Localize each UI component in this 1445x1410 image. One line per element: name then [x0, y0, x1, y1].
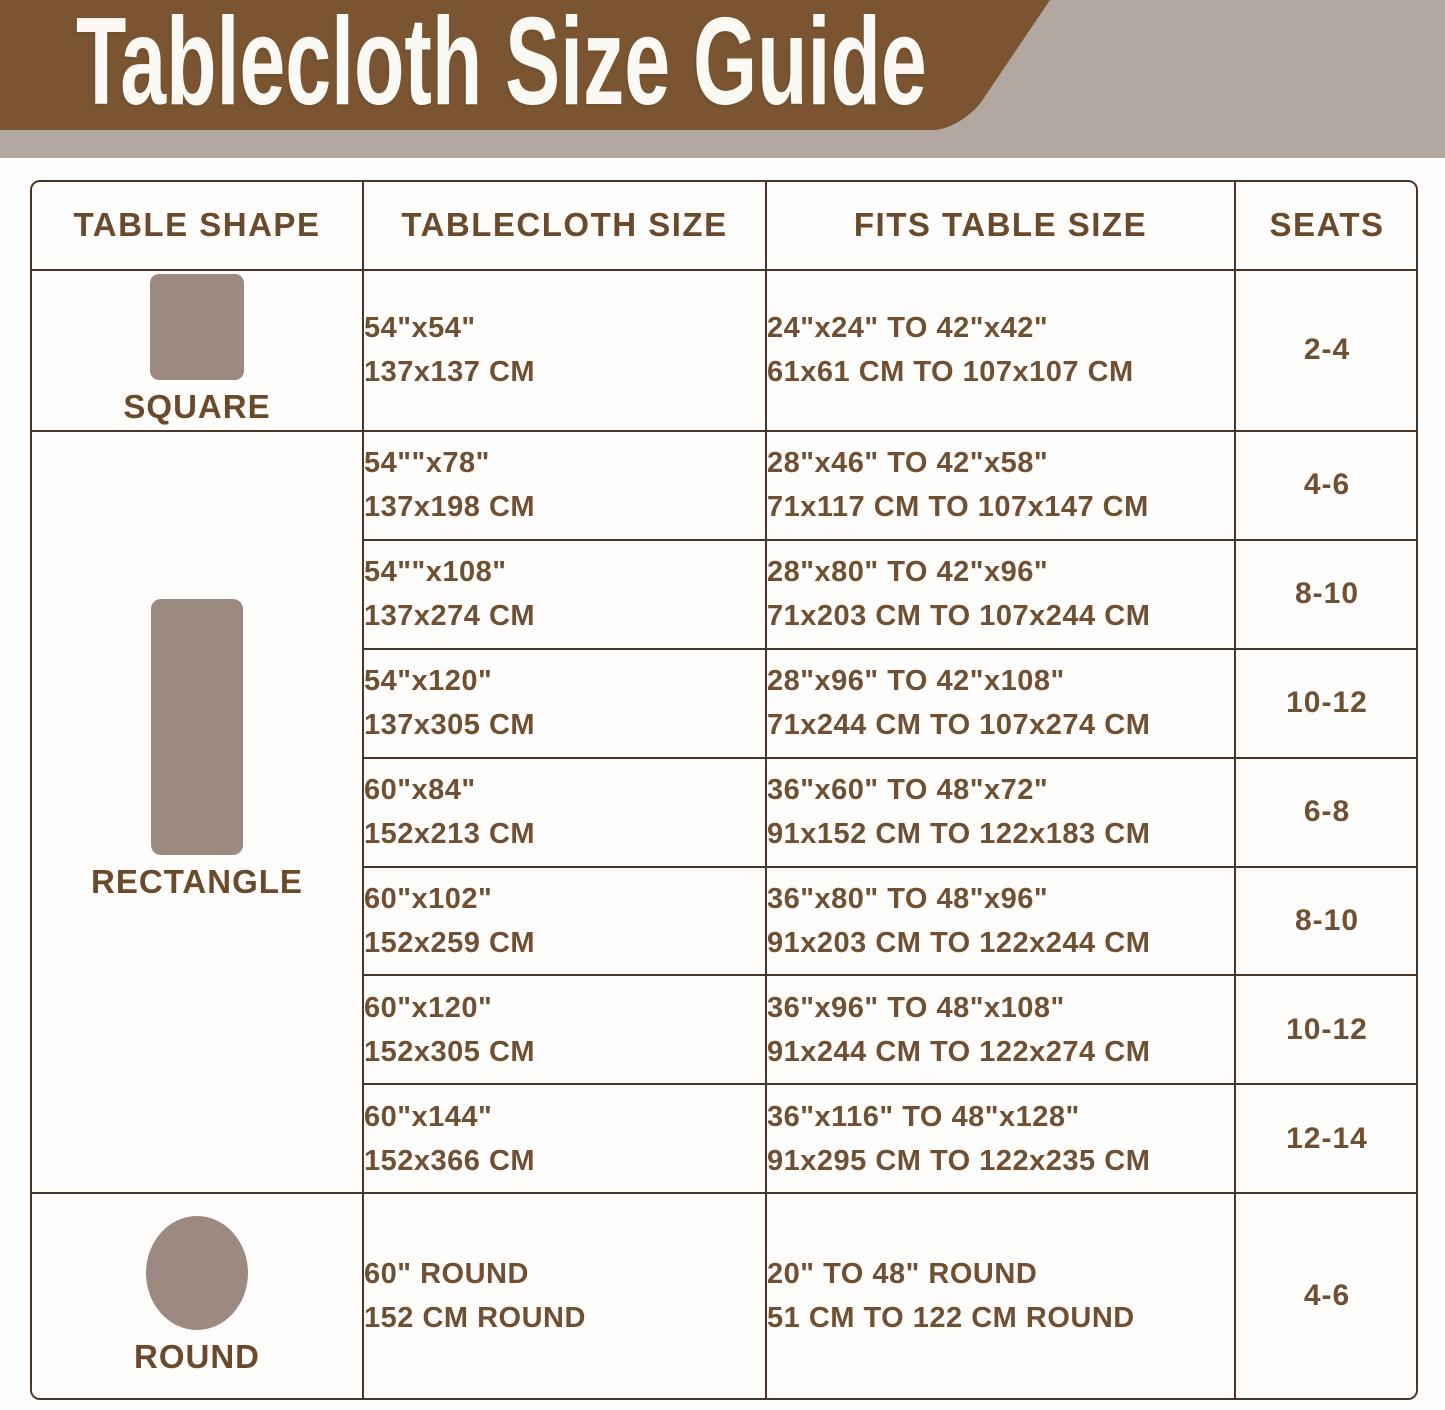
table-row [31, 270, 1418, 431]
fits-inches: 36"x96" TO 48"x108" [767, 991, 1065, 1024]
seats-cell: 4-6 [1235, 431, 1418, 540]
seats-cell: 12-14 [1235, 1084, 1418, 1193]
size-inches: 54"x54" [364, 312, 476, 345]
seats-cell: 2-4 [1235, 270, 1418, 431]
seats-cell: 6-8 [1235, 758, 1418, 867]
circle-icon [146, 1216, 248, 1330]
fits-inches: 28"x80" TO 42"x96" [767, 556, 1049, 589]
size-cm: 152x213 CM [364, 818, 536, 851]
seats-cell: 10-12 [1235, 649, 1418, 758]
fits-table-size-cell [766, 1084, 1235, 1193]
table-row [31, 431, 1418, 540]
seats-cell: 8-10 [1235, 540, 1418, 649]
fits-cm: 91x152 CM TO 122x183 CM [767, 818, 1151, 851]
square-icon [150, 274, 244, 380]
size-cm: 137x274 CM [364, 600, 536, 633]
seats-cell: 8-10 [1235, 867, 1418, 976]
size-cm: 137x198 CM [364, 491, 536, 524]
size-inches: 60"x102" [364, 883, 493, 916]
fits-inches: 28"x96" TO 42"x108" [767, 665, 1065, 698]
tablecloth-size-cell [363, 431, 766, 540]
fits-table-size-cell [766, 975, 1235, 1084]
fits-inches: 20" TO 48" ROUND [767, 1258, 1038, 1291]
fits-cm: 71x244 CM TO 107x274 CM [767, 709, 1151, 742]
fits-cm: 91x244 CM TO 122x274 CM [767, 1035, 1151, 1068]
shape-label: ROUND [134, 1338, 260, 1376]
size-guide-table [30, 180, 1418, 1400]
size-inches: 54"x120" [364, 665, 493, 698]
tablecloth-size-cell [363, 649, 766, 758]
fits-table-size-cell [766, 270, 1235, 431]
tablecloth-size-cell [363, 1084, 766, 1193]
size-inches: 54""x78" [364, 447, 490, 480]
table-header-row [31, 181, 1418, 270]
page-title: Tablecloth Size Guide [76, 0, 927, 131]
column-header-fits-table-size: FITS TABLE SIZE [766, 181, 1235, 270]
shape-cell-rectangle [31, 431, 363, 1193]
shape-stack-rectangle [32, 599, 362, 901]
tablecloth-size-cell [363, 867, 766, 976]
tablecloth-size-cell [363, 758, 766, 867]
column-header-seats: SEATS [1235, 181, 1418, 270]
column-header-tablecloth-size: TABLECLOTH SIZE [363, 181, 766, 270]
tablecloth-size-cell [363, 1193, 766, 1399]
shape-cell-square [31, 270, 363, 431]
size-guide-table-container [30, 180, 1418, 1400]
shape-stack-square [32, 274, 362, 426]
rectangle-icon [151, 599, 243, 855]
seats-cell: 4-6 [1235, 1193, 1418, 1399]
size-cm: 152x259 CM [364, 927, 536, 960]
fits-table-size-cell [766, 649, 1235, 758]
fits-inches: 24"x24" TO 42"x42" [767, 312, 1049, 345]
fits-inches: 36"x116" TO 48"x128" [767, 1100, 1080, 1133]
column-header-table-shape: TABLE SHAPE [31, 181, 363, 270]
shape-cell-round [31, 1193, 363, 1399]
tablecloth-size-cell [363, 975, 766, 1084]
tablecloth-size-cell [363, 540, 766, 649]
shape-label: SQUARE [123, 388, 271, 426]
fits-cm: 61x61 CM TO 107x107 CM [767, 356, 1134, 389]
fits-cm: 91x203 CM TO 122x244 CM [767, 927, 1151, 960]
tablecloth-size-cell [363, 270, 766, 431]
fits-table-size-cell [766, 758, 1235, 867]
fits-cm: 71x203 CM TO 107x244 CM [767, 600, 1151, 633]
fits-cm: 71x117 CM TO 107x147 CM [767, 491, 1149, 524]
fits-inches: 28"x46" TO 42"x58" [767, 447, 1049, 480]
size-cm: 152 CM ROUND [364, 1302, 586, 1335]
size-cm: 137x305 CM [364, 709, 536, 742]
table-row [31, 1193, 1418, 1399]
size-cm: 152x366 CM [364, 1144, 536, 1177]
shape-stack-round [32, 1216, 362, 1376]
fits-cm: 91x295 CM TO 122x235 CM [767, 1144, 1151, 1177]
shape-label: RECTANGLE [91, 863, 303, 901]
seats-cell: 10-12 [1235, 975, 1418, 1084]
fits-table-size-cell [766, 431, 1235, 540]
fits-table-size-cell [766, 867, 1235, 976]
size-cm: 137x137 CM [364, 356, 536, 389]
fits-inches: 36"x80" TO 48"x96" [767, 883, 1049, 916]
size-inches: 60"x144" [364, 1100, 493, 1133]
size-cm: 152x305 CM [364, 1035, 536, 1068]
size-inches: 60"x120" [364, 991, 493, 1024]
size-inches: 60"x84" [364, 774, 476, 807]
fits-table-size-cell [766, 540, 1235, 649]
fits-table-size-cell [766, 1193, 1235, 1399]
fits-inches: 36"x60" TO 48"x72" [767, 774, 1049, 807]
size-inches: 54""x108" [364, 556, 507, 589]
fits-cm: 51 CM TO 122 CM ROUND [767, 1302, 1135, 1335]
size-inches: 60" ROUND [364, 1258, 529, 1291]
